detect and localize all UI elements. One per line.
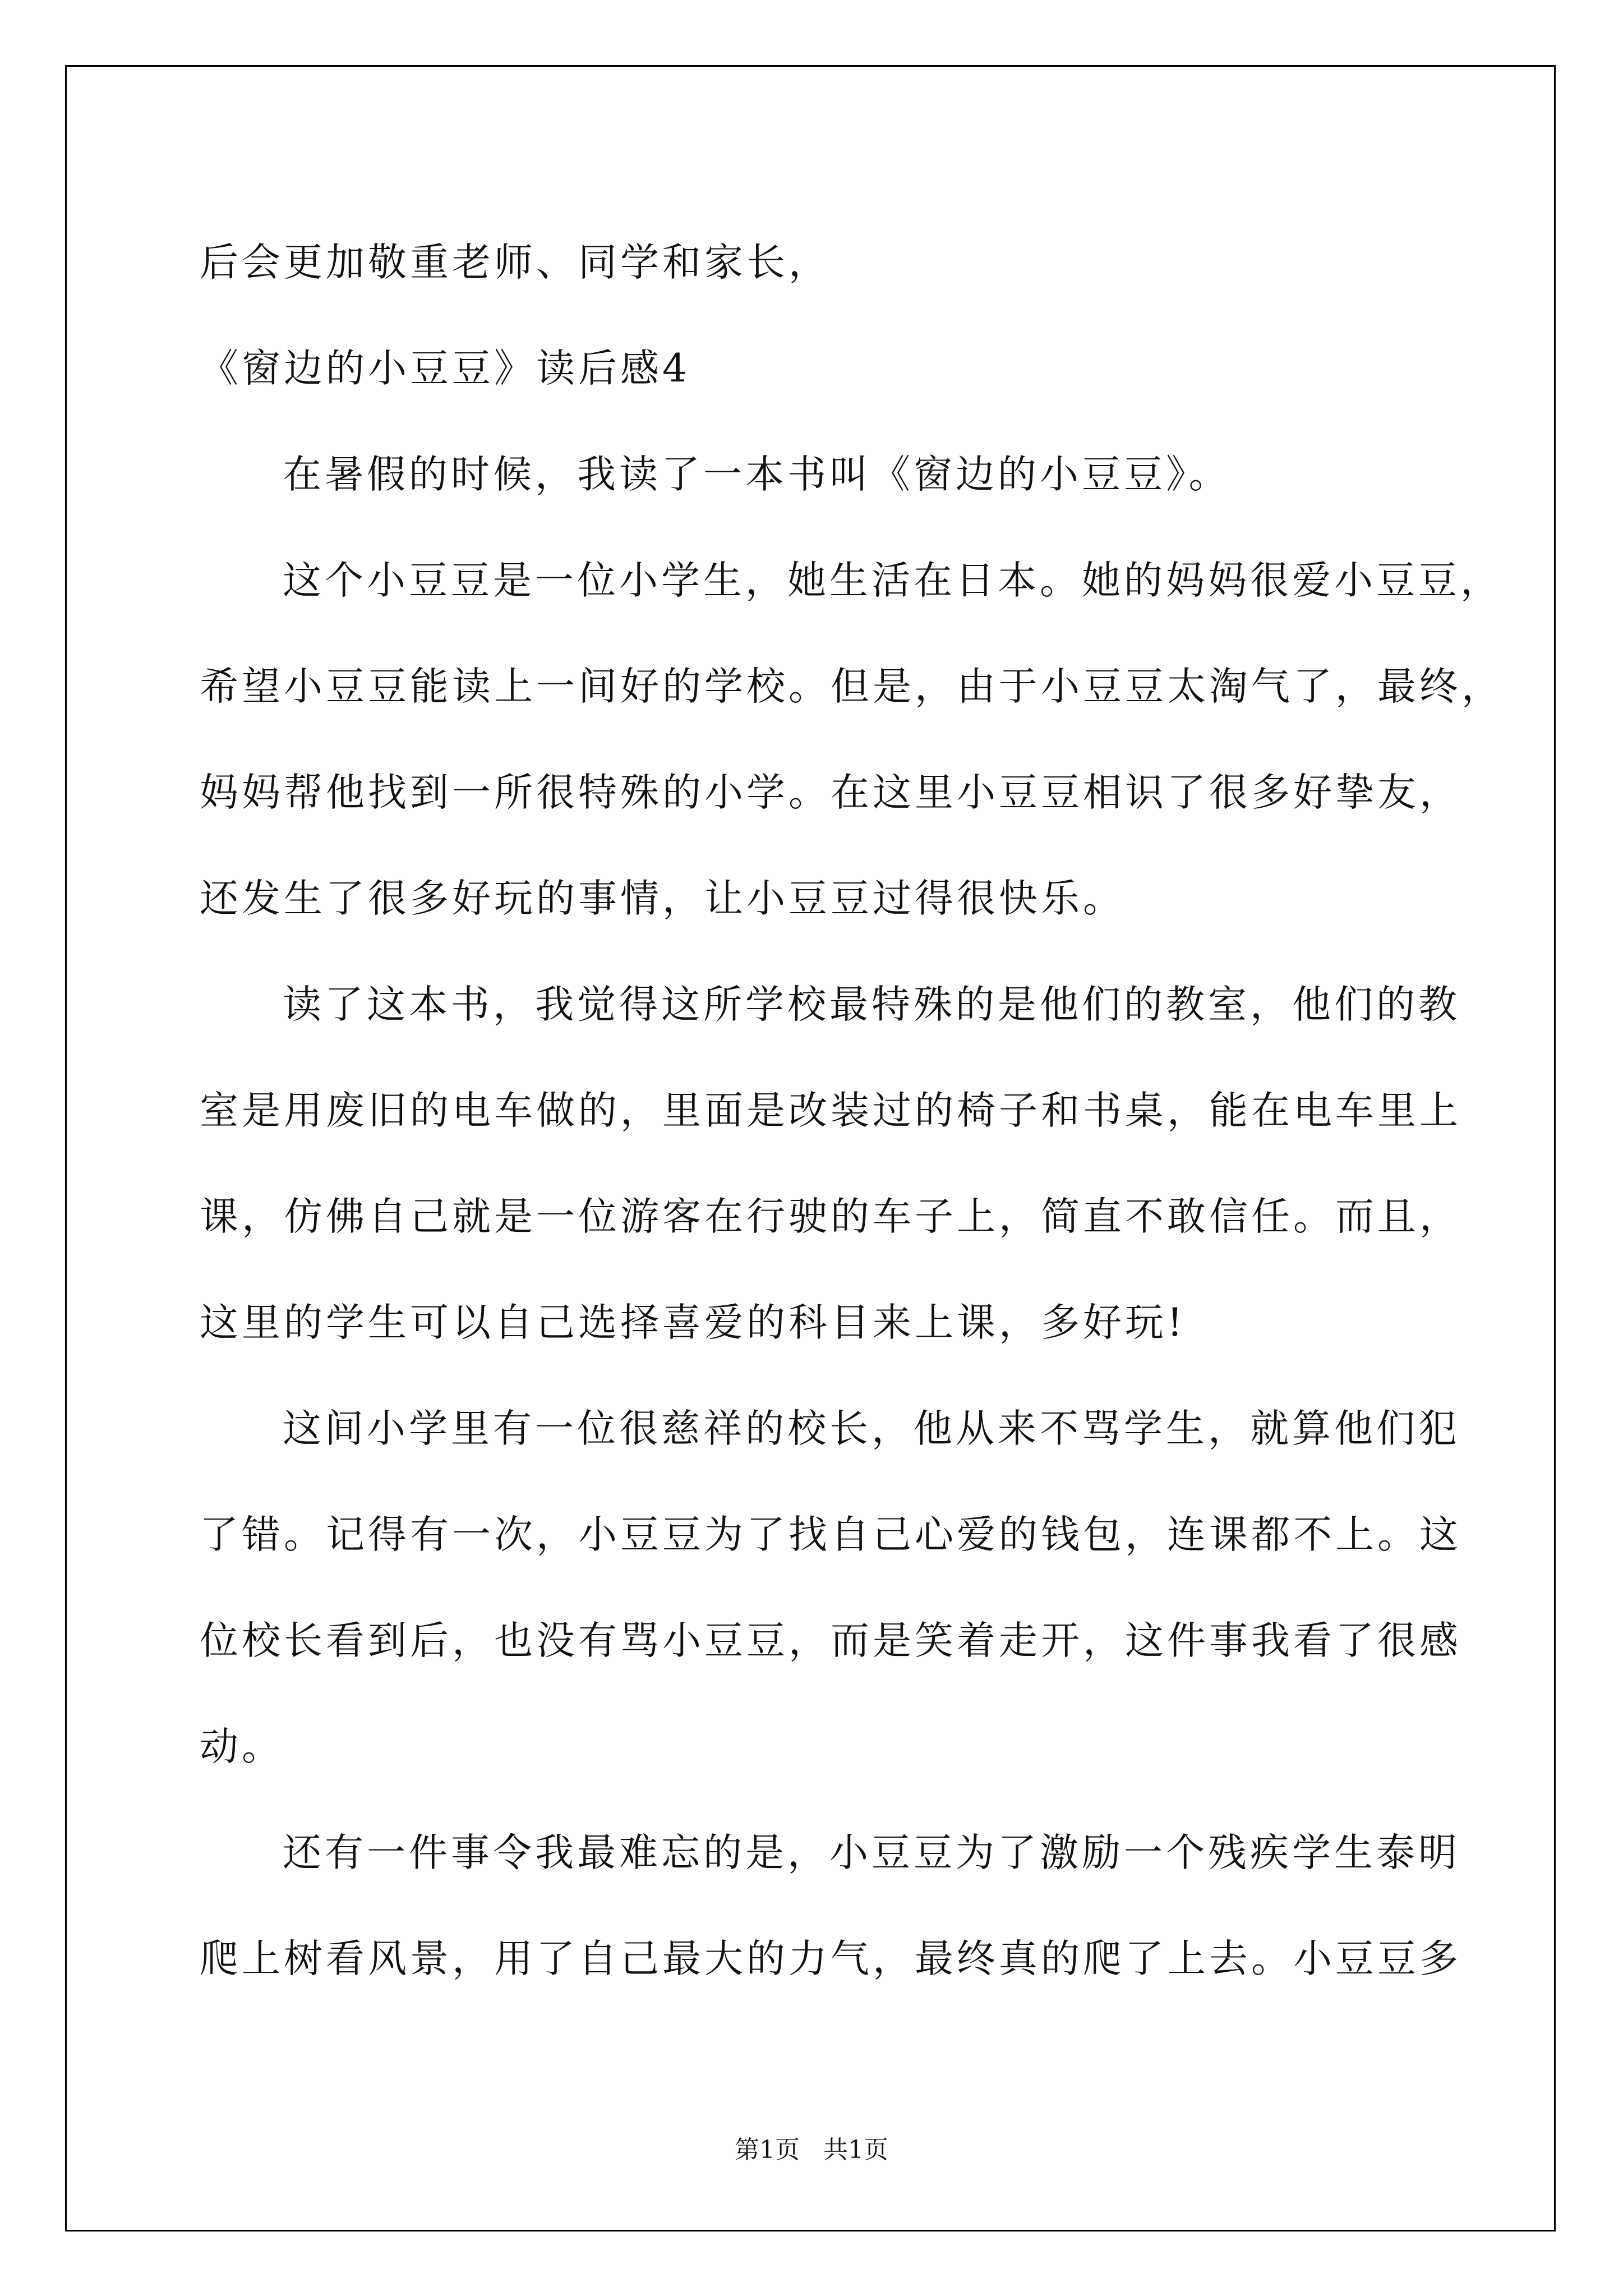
text-line: 了错。记得有一次，小豆豆为了找自己心爱的钱包，连课都不上。这 <box>200 1512 1461 1557</box>
text-line: 读了这本书，我觉得这所学校最特殊的是他们的教室，他们的教 <box>283 982 1460 1027</box>
text-line: 在暑假的时候，我读了一本书叫《窗边的小豆豆》。 <box>283 452 1231 497</box>
text-line: 这个小豆豆是一位小学生，她生活在日本。她的妈妈很爱小豆豆， <box>283 558 1502 603</box>
text-line: 位校长看到后，也没有骂小豆豆，而是笑着走开，这件事我看了很感 <box>200 1618 1461 1663</box>
text-line: 这里的学生可以自己选择喜爱的科目来上课，多好玩! <box>200 1300 1186 1345</box>
text-line: 这间小学里有一位很慈祥的校长，他从来不骂学生，就算他们犯 <box>283 1406 1460 1451</box>
text-line: 希望小豆豆能读上一间好的学校。但是，由于小豆豆太淘气了，最终， <box>200 664 1504 709</box>
text-line: 动。 <box>200 1724 284 1769</box>
text-line: 还发生了很多好玩的事情，让小豆豆过得很快乐。 <box>200 876 1125 921</box>
text-line: 室是用废旧的电车做的，里面是改装过的椅子和书桌，能在电车里上 <box>200 1088 1461 1133</box>
text-line: 后会更加敬重老师、同学和家长， <box>200 240 831 285</box>
text-line: 还有一件事令我最难忘的是，小豆豆为了激励一个残疾学生泰明 <box>283 1830 1460 1875</box>
text-line: 课，仿佛自己就是一位游客在行驶的车子上，简直不敢信任。而且， <box>200 1194 1461 1239</box>
page-number-footer: 第1页 共1页 <box>735 2136 888 2164</box>
text-line: 妈妈帮他找到一所很特殊的小学。在这里小豆豆相识了很多好挚友， <box>200 770 1461 815</box>
section-title: 《窗边的小豆豆》读后感4 <box>200 346 690 391</box>
text-line: 爬上树看风景，用了自己最大的力气，最终真的爬了上去。小豆豆多 <box>200 1936 1461 1981</box>
document-body <box>200 210 1504 2012</box>
